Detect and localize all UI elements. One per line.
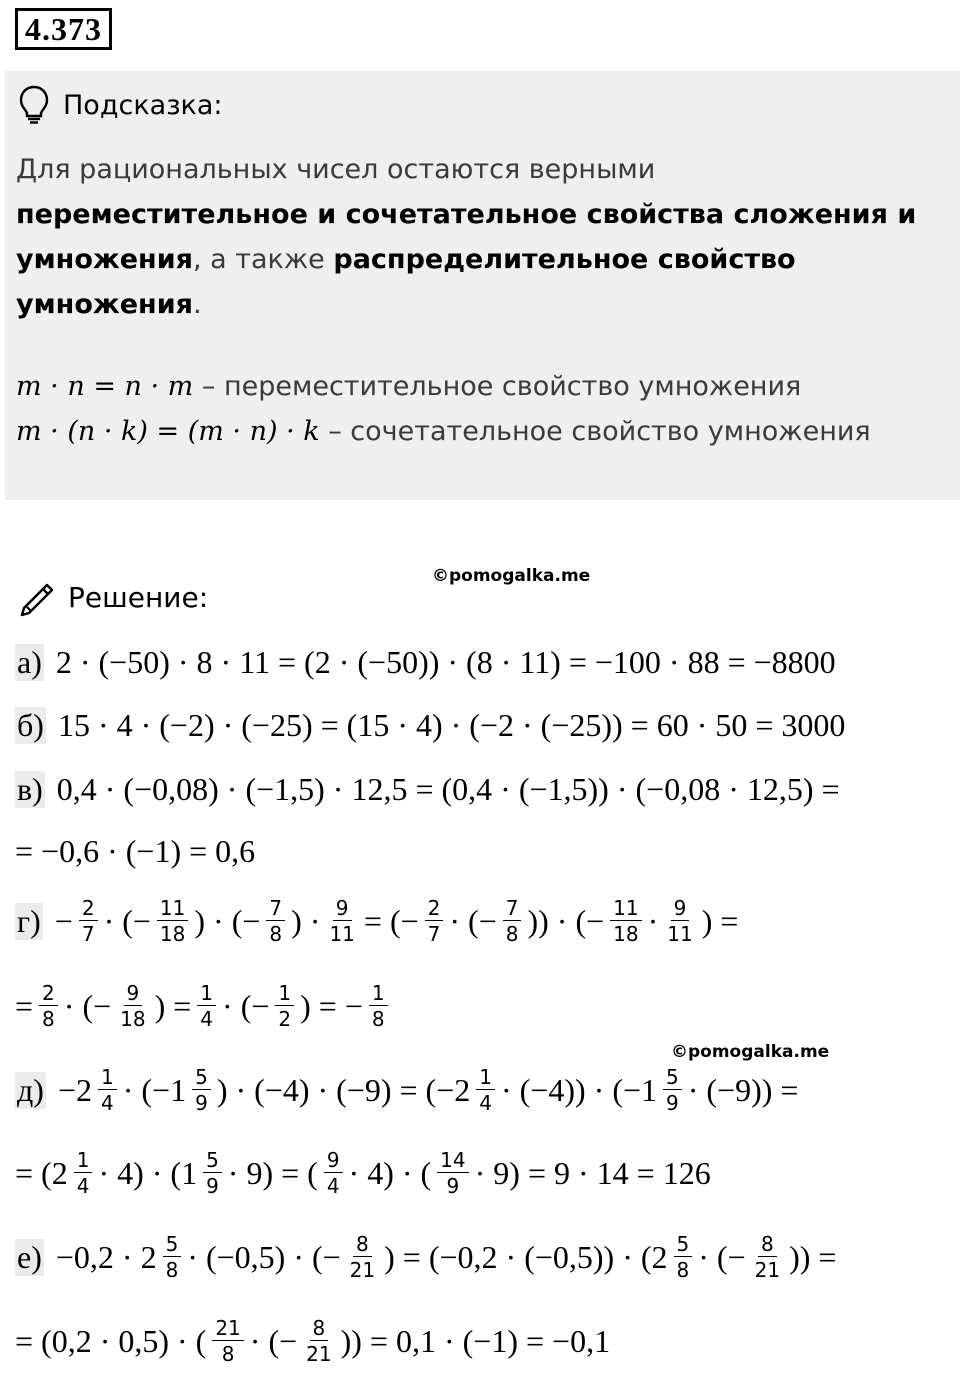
solution-line-d: д) −2 $\frac{1}{4}$ · (−1 $\frac{5}{9}$ ) · (−4) · (−9) = (−2 $\frac{1}{4}$ · (−4)) · (−1 $\frac{5}{9}$ · (−9)) = — [17, 1065, 799, 1115]
solution-line-g: г) − $\frac{2}{7}$ · (− $\frac{11}{18}$ ) · (− $\frac{7}{8}$ ) · $\frac{9}{11}$ = (− $\frac{2}{7}$ · (− $\frac{7}{8}$ )) · (− $\frac{11}{18}$ · $\frac{9}{11}$ ) = — [17, 896, 739, 946]
solution-title: Решение: — [68, 580, 209, 614]
expr-v: 0,4 · (−0,08) · (−1,5) · 12,5 = (0,4 · (−1,5)) · (−0,08 · 12,5) = — [56, 770, 840, 807]
fraction: $\frac{8}{21}$ — [306, 1316, 332, 1366]
fraction: $\frac{8}{21}$ — [754, 1232, 781, 1282]
solution-line-e-cont: = (0,2 · 0,5) · ( $\frac{21}{8}$ · (− $\frac{8}{21}$ )) = 0,1 · (−1) = −0,1 — [15, 1316, 611, 1366]
fraction: $\frac{2}{7}$ — [425, 897, 444, 945]
fraction: $\frac{8}{21}$ — [349, 1232, 376, 1282]
fraction: $\frac{1}{4}$ — [98, 1066, 117, 1114]
label-g: г) — [17, 902, 41, 939]
hint-box — [5, 71, 960, 500]
fraction: $\frac{1}{8}$ — [369, 982, 388, 1030]
fraction: $\frac{5}{8}$ — [163, 1233, 182, 1281]
label-a: а) — [17, 643, 42, 680]
fraction: $\frac{11}{18}$ — [157, 897, 188, 945]
label-d: д) — [17, 1071, 44, 1108]
fraction: $\frac{7}{8}$ — [266, 897, 285, 945]
solution-line-d-cont: = (2 $\frac{1}{4}$ · 4) · (1 $\frac{5}{9}$ · 9) = ( $\frac{9}{4}$ · 4) · ( $\frac{14}{9}$ · 9) = 9 · 14 = 126 — [15, 1148, 711, 1198]
hint-title: Подсказка: — [63, 89, 223, 121]
solution-line-a — [15, 637, 836, 687]
solution-line-g-cont: = $\frac{2}{8}$ · (− $\frac{9}{18}$ ) = $\frac{1}{4}$ · (− $\frac{1}{2}$ ) = − $\frac{1}{8}$ — [15, 981, 394, 1031]
expr-v-2: = −0,6 · (−1) = 0,6 — [15, 832, 256, 869]
hint-text: Для рациональных чисел остаются верными переместительное и сочетательное свойства сложения и умножения, а также распределительное свойство умножения. — [16, 154, 917, 320]
solution-line-b — [15, 700, 845, 750]
watermark-2: ©pomogalka.me — [671, 1042, 830, 1062]
expr-b: 15 · 4 · (−2) · (−25) = (15 · 4) · (−2 · (−25)) = 60 · 50 = 3000 — [57, 706, 846, 743]
pencil-icon — [18, 577, 58, 617]
watermark-1: ©pomogalka.me — [432, 566, 591, 586]
fraction: $\frac{1}{4}$ — [476, 1066, 495, 1114]
label-e: е) — [17, 1238, 42, 1275]
fraction: $\frac{14}{9}$ — [437, 1149, 468, 1197]
solution-line-v — [15, 764, 840, 814]
task-number: 4.373 — [15, 8, 112, 50]
fraction: $\frac{9}{18}$ — [120, 981, 146, 1031]
hint-header — [19, 85, 223, 125]
fraction: $\frac{5}{9}$ — [663, 1066, 682, 1114]
fraction: $\frac{1}{4}$ — [197, 982, 216, 1030]
fraction: $\frac{21}{8}$ — [212, 1317, 243, 1365]
formula-associative: m · (n · k) = (m · n) · k – сочетательное свойство умножения — [16, 416, 871, 447]
fraction: $\frac{5}{8}$ — [674, 1233, 693, 1281]
solution-header — [18, 577, 208, 617]
fraction: $\frac{2}{8}$ — [39, 982, 58, 1030]
label-v: в) — [17, 770, 43, 807]
bold-term-2: распределительное свойство умножения — [16, 244, 796, 320]
solution-line-v-cont — [15, 826, 255, 876]
fraction: $\frac{1}{2}$ — [275, 982, 294, 1030]
fraction: $\frac{5}{9}$ — [203, 1149, 222, 1197]
fraction: $\frac{2}{7}$ — [79, 897, 98, 945]
fraction: $\frac{7}{8}$ — [503, 897, 522, 945]
lightbulb-icon — [19, 85, 49, 125]
formula-commutative: m · n = n · m – переместительное свойство умножения — [16, 371, 802, 402]
bold-term-1: переместительное и сочетательное свойства сложения и умножения — [16, 199, 917, 275]
label-b: б) — [17, 706, 44, 743]
fraction: $\frac{9}{11}$ — [667, 896, 693, 946]
fraction: $\frac{5}{9}$ — [192, 1066, 211, 1114]
expr-a: 2 · (−50) · 8 · 11 = (2 · (−50)) · (8 · 11) = −100 · 88 = −8800 — [55, 643, 836, 680]
fraction: $\frac{11}{18}$ — [610, 897, 641, 945]
fraction: $\frac{1}{4}$ — [74, 1149, 93, 1197]
fraction: $\frac{9}{4}$ — [324, 1149, 343, 1197]
solution-line-e: е) −0,2 · 2 $\frac{5}{8}$ · (−0,5) · (− $\frac{8}{21}$ ) = (−0,2 · (−0,5)) · (2 $\frac{5}{8}$ · (− $\frac{8}{21}$ )) = — [17, 1232, 837, 1282]
fraction: $\frac{9}{11}$ — [329, 896, 355, 946]
